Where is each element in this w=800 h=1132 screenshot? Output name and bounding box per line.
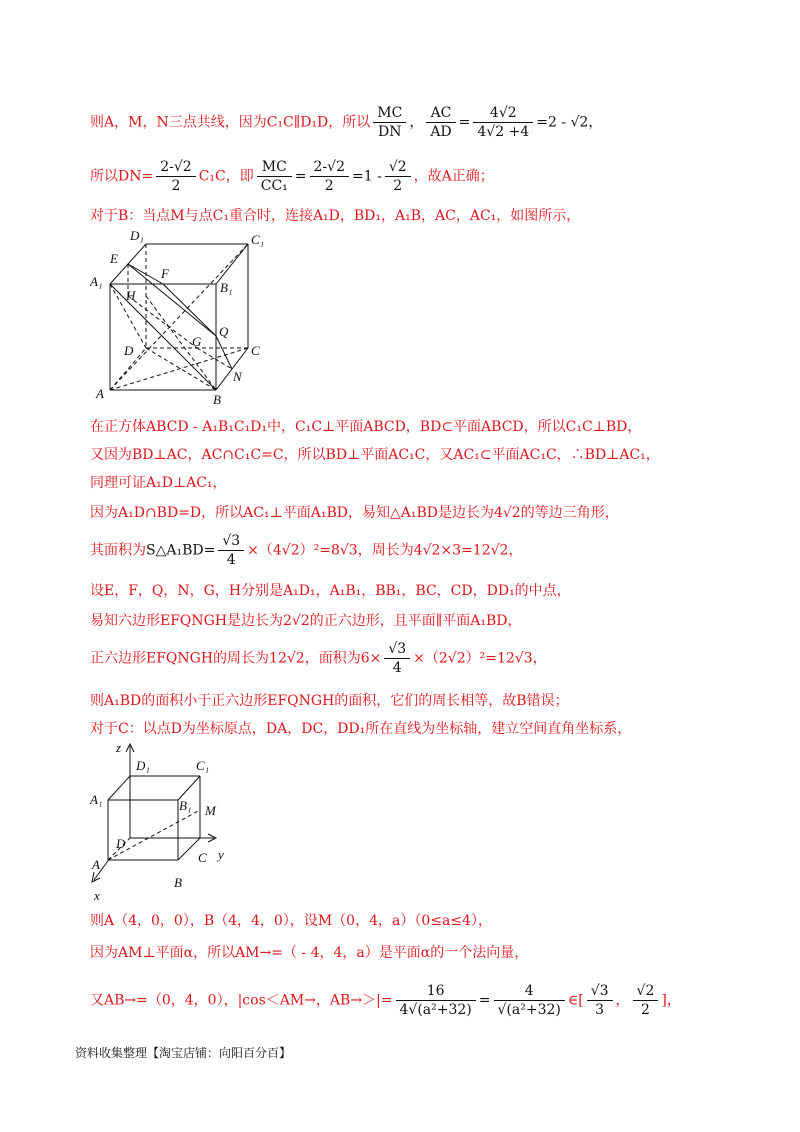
fraction-16-over-4root: $\frac{16}{\text{4√(a²+32)}}$: [396, 982, 476, 1019]
label-x: x: [94, 888, 100, 903]
text-line-2: 所以DN= $\frac{2-√2}{2}$ C₁C，即 $\frac{MC}{\text{CC₁}}$ = $\frac{2-√2}{2}$ =1 - $\frac{√2}{2}$ ，故A正确；: [90, 159, 494, 194]
line-1-text: 则A，M，N三点共线，因为C₁C∥D₁D，所以: [90, 114, 371, 131]
text-line-10: 易知六边形EFQNGH是边长为2√2的正六边形，且平面∥平面A₁BD，: [90, 613, 522, 629]
fraction-r2-over-2: $\frac{√2}{2}$: [385, 158, 411, 195]
label-b: B: [213, 392, 221, 407]
label-b-b: B: [174, 875, 182, 890]
label-y: y: [218, 847, 224, 862]
text-line-16: 又AB→=（0，4，0），|cos＜AM→，AB→＞|= $\frac{16}{\text{4√(a²+32)}}$ = $\frac{4}{\text{√(a²+32)}}$ ∈[ $\frac{√3}{3}$ ， $\frac{√2}{2}$ ]，: [90, 983, 681, 1018]
text-line-11: 正六边形EFQNGH的周长为12√2，面积为6× $\frac{√3}{4}$ ×（2√2）²=12√3，: [90, 641, 547, 676]
label-a1: A₁: [90, 274, 103, 289]
label-c-b: C: [198, 850, 207, 865]
label-z: z: [116, 740, 122, 755]
fraction-2-r2-over-2: $\frac{2-√2}{2}$: [156, 158, 195, 195]
label-e: E: [110, 251, 118, 266]
figure-coordinate-cube: [88, 738, 238, 906]
fraction-4-over-root: $\frac{4}{\text{√(a²+32)}}$: [494, 982, 565, 1019]
text-line-5: 又因为BD⊥AC，AC∩C₁C=C，所以BD⊥平面AC₁C，又AC₁⊂平面AC₁C，∴BD⊥AC₁，: [90, 447, 660, 463]
text-line-3: 对于B：当点M与点C₁重合时，连接A₁D，BD₁，A₁B，AC，AC₁，如图所示，: [90, 208, 581, 224]
text-line-12: 则A₁BD的面积小于正六边形EFQNGH的面积，它们的周长相等，故B错误；: [90, 693, 569, 709]
page-footer: 资料收集整理【淘宝店铺：向阳百分百】: [75, 1046, 292, 1060]
label-d: D: [124, 343, 134, 358]
text-line-9: 设E，F，Q，N，G，H分别是A₁D₁，A₁B₁，BB₁，BC，CD，DD₁的中点，: [90, 583, 571, 599]
text-line-14: 则A（4，0，0），B（4，4，0），设M（0，4，a）（0≤a≤4），: [90, 913, 492, 929]
label-a: A: [96, 386, 104, 401]
text-line-13: 对于C：以点D为坐标原点，DA，DC，DD₁所在直线为坐标轴，建立空间直角坐标系，: [90, 721, 632, 737]
label-m: M: [205, 803, 216, 818]
label-d1-b: D₁: [136, 758, 150, 773]
fraction-4r2: $\frac{4√2}{4√2 +4}$: [473, 104, 533, 141]
label-d1: D₁: [130, 228, 144, 243]
label-c1-b: C₁: [196, 758, 210, 773]
label-q: Q: [219, 324, 229, 339]
text-line-7: 因为A₁D∩BD=D，所以AC₁⊥平面A₁BD，易知△A₁BD是边长为4√2的等边三角形，: [90, 505, 619, 521]
label-a-b: A: [92, 857, 100, 872]
fraction-r3-over-4: $\frac{√3}{4}$: [218, 532, 244, 569]
label-b1-b: B₁: [179, 798, 192, 813]
fraction-r2-over-2-c: $\frac{√2}{2}$: [633, 982, 659, 1019]
fraction-2-r2-over-2-b: $\frac{2-√2}{2}$: [310, 158, 349, 195]
figure-cube-hexagon: [88, 228, 278, 408]
fraction-mc-dn: $\frac{MC}{DN}$: [373, 104, 406, 141]
text-line-8: 其面积为S△A₁BD= $\frac{√3}{4}$ ×（4√2）²=8√3，周长为4√2×3=12√2，: [90, 533, 523, 568]
label-b1: B₁: [220, 280, 233, 295]
label-f: F: [161, 266, 169, 281]
fraction-r3-over-3: $\frac{√3}{3}$: [587, 982, 613, 1019]
fraction-ac-ad: $\frac{AC}{AD}$: [426, 104, 455, 141]
label-n: N: [233, 369, 242, 384]
label-c: C: [251, 343, 260, 358]
text-line-6: 同理可证A₁D⊥AC₁，: [90, 475, 227, 491]
label-a1-b: A₁: [90, 792, 103, 807]
label-h: H: [126, 288, 136, 303]
label-d-b: D: [116, 836, 126, 851]
line-1-tail: =2 - √2，: [536, 114, 603, 131]
fraction-r3-over-4-b: $\frac{√3}{4}$: [384, 640, 410, 677]
fraction-mc-cc1: $\frac{MC}{\text{CC₁}}$: [257, 158, 292, 195]
text-line-4: 在正方体ABCD - A₁B₁C₁D₁中，C₁C⊥平面ABCD，BD⊂平面ABCD，所以C₁C⊥BD，: [90, 419, 642, 435]
text-line-1: 则A，M，N三点共线，因为C₁C∥D₁D，所以 $\frac{MC}{DN}$ ， $\frac{AC}{AD}$ = $\frac{4√2}{4√2 +4}$ =2 - √2，: [90, 105, 603, 140]
text-line-15: 因为AM⊥平面α，所以AM→=（ - 4，4，a）是平面α的一个法向量，: [90, 945, 529, 961]
label-c1: C₁: [251, 232, 265, 247]
label-g: G: [192, 334, 202, 349]
